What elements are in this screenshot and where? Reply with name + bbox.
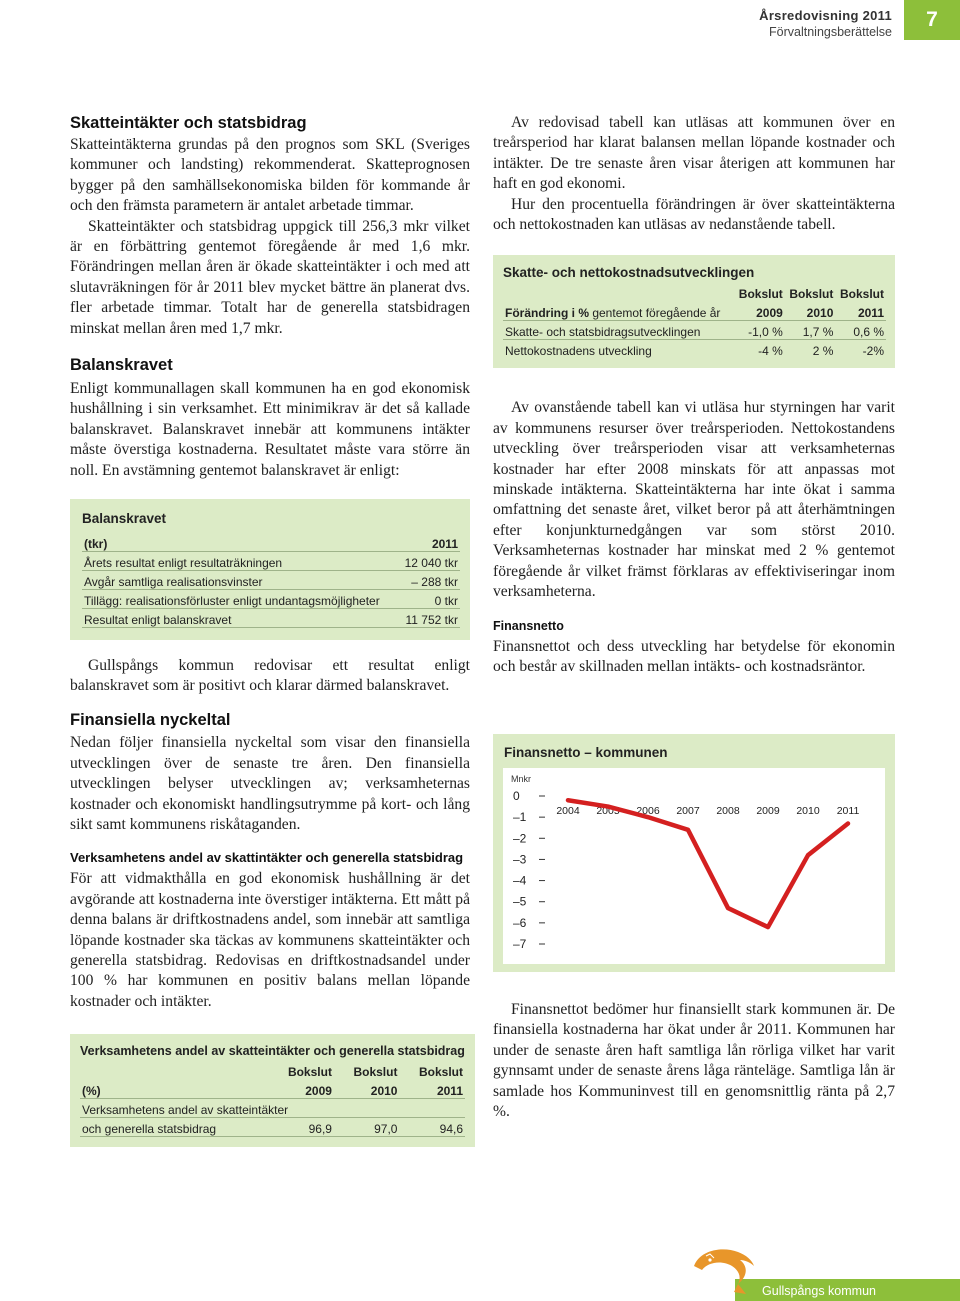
col-label: Bokslut	[789, 287, 834, 302]
col-year: 2010	[785, 301, 836, 320]
x-tick-label: 2008	[716, 805, 740, 817]
row-value: -2%	[862, 344, 884, 359]
row-value: 96,9	[268, 1117, 334, 1136]
skatte-nettokostnad-table	[493, 255, 895, 368]
paragraph: Finansnettot bedömer hur finansiellt stark kommunen är. De finansiella kostnaderna har ökat under år 2011. Kommunen har under de senaste åren haft samtliga lån rörliga vilket har varit gynnsamt under de senaste årens låga ränteläge. Samtliga lån är samlade hos Kommuninvest till en genomsnittlig ränta på 2,7 %.	[493, 1001, 895, 1121]
heading-balanskravet: Balanskravet	[70, 356, 173, 375]
verksamhetens-andel-table	[70, 1034, 475, 1147]
paragraph: Av redovisad tabell kan utläsas att kommunen över en treårsperiod har klarat balansen mellan löpande kostnader och intäkter. De tre senaste åren visar återigen att kommunen har haft en god ekonomi.	[493, 114, 895, 193]
paragraph: Hur den procentuella förändringen är över skatteintäkterna och nettokostnaden kan utläsas av nedanstående tabell.	[493, 195, 895, 234]
footer-brand: Gullspångs kommun	[762, 1284, 876, 1298]
salmon-logo-icon	[688, 1236, 768, 1296]
paragraph: Nedan följer finansiella nyckeltal som visar den finansiella utvecklingen över de senaste tre åren. Den finansiella utvecklingen belyser utvecklingen av; verksamheternas kostnader och ekonomiskt handlingsutrymme på kort- och lång sikt samt kommunens riskåtaganden.	[70, 734, 470, 834]
heading-finansiella-nyckeltal: Finansiella nyckeltal	[70, 711, 231, 730]
heading-finansnetto: Finansnetto	[493, 618, 564, 633]
col-year: 2010	[334, 1079, 400, 1098]
y-tick-label: –2	[513, 831, 527, 846]
x-tick-label: 2006	[636, 805, 660, 817]
chart-title: Finansnetto – kommunen	[504, 745, 668, 760]
paragraph: Skatteintäkter och statsbidrag uppgick till 256,3 mkr vilket är en förbättring gentemot föregående år med 1,6 mkr. Förändringen mellan åren är ökade skatteintäkter i och med att slutavräkningen för år 2011 blev mycket bättre än planerat dvs. fler arbetade timmar. Totalt har de generella statsbidragen minskat mellan åren med 1,7 mkr.	[70, 217, 470, 337]
row-value: 11 752 tkr	[399, 608, 460, 627]
paragraph: Enligt kommunallagen skall kommunen ha en god ekonomisk hushållning i sin verksamhet. Ett minimikrav är det så kallade balanskravet. Balanskravet innebär att kommunens intäkter måste överstiga kostnaderna. Resultatet måste vara större än noll. En avstämning gentemot balanskravet är enligt:	[70, 380, 470, 479]
row-label: Tillägg: realisationsförluster enligt undantagsmöjligheter	[82, 589, 399, 608]
y-tick-label: 0	[513, 789, 520, 803]
paragraph: Gullspångs kommun redovisar ett resultat enligt balanskravet som är positivt och klarar därmed balanskravet.	[70, 656, 470, 694]
row-value: 0,6 %	[835, 320, 886, 339]
row-label: Resultat enligt balanskravet	[82, 608, 399, 627]
table-row	[82, 589, 460, 608]
row-label: Årets resultat enligt resultaträkningen	[82, 551, 399, 570]
page-number: 7	[904, 0, 960, 40]
table-title: Skatte- och nettokostnadsutvecklingen	[503, 265, 755, 281]
page-header	[759, 8, 892, 39]
col-year: 2009	[734, 301, 785, 320]
x-tick-label: 2004	[556, 805, 580, 817]
row-value: -1,0 %	[734, 320, 785, 339]
right-column	[493, 113, 895, 677]
heading-skatteintakter: Skatteintäkter och statsbidrag	[70, 114, 307, 132]
table-title: Balanskravet	[82, 511, 167, 527]
col-label: Bokslut	[839, 287, 884, 302]
y-axis-label: Mnkr	[511, 774, 531, 784]
row-label: Skatte- och statsbidragsutvecklingen	[503, 320, 734, 339]
row-label: Nettokostnadens utveckling	[505, 344, 652, 359]
row-label: och generella statsbidrag	[80, 1117, 268, 1136]
x-tick-label: 2005	[596, 805, 620, 817]
paragraph: Av ovanstående tabell kan vi utläsa hur styrningen har varit av kommunens resurser över treårsperioden. Nettokostandens utveckling över treårsperioden visar att verksamheternas kostnader har efter 2008 minskats för att anpassas mot minskade intäkterna. Skatteintäkterna har inte ökat i samma omfattning det senaste året, vilket beror på att återhämtningen efter konjunkturnedgången var som störst 2010. Verksamheternas kostnader har minskat med 2 % gentemot föregående år vilket främst förklaras av effektiviseringar inom verksamheterna.	[493, 399, 895, 601]
paragraph: För att vidmakthålla en god ekonomisk hushållning är det avgörande att kostnaderna inte överstiger intäkterna. Ett mått på denna balans är driftkostnadens andel, som innebär att samtliga löpande kostnader ska täckas av kommunens skatteintäkter och generella statsbidrag. Redovisas en driftkostnadsandel under 100 % har kommunen en positiv balans mellan löpande kostnader och intäkter.	[70, 870, 470, 1010]
y-tick-label: –1	[513, 810, 527, 825]
left-column	[70, 113, 470, 1147]
paragraph: Skatteintäkterna grundas på den prognos som SKL (Sveriges kommuner och landsting) rekommenderat. Skatteprognosen bygger på den samhällsekonomiska bilden för kommande år och den främsta parametern är antalet arbetade timmar.	[70, 136, 470, 215]
table-row	[82, 551, 460, 570]
series-line-finansnetto	[568, 800, 848, 927]
col-year: 2011	[835, 301, 886, 320]
row-value: 2 %	[812, 344, 834, 359]
finansnetto-chart	[493, 734, 895, 972]
report-title: Årsredovisning 2011	[759, 8, 892, 23]
row-label: Verksamhetens andel av skatteintäkter	[80, 1098, 465, 1117]
heading-verksamhetens-andel: Verksamhetens andel av skattintäkter och generella statsbidrag	[70, 850, 464, 866]
row-value: 97,0	[334, 1117, 400, 1136]
x-tick-label: 2011	[836, 805, 860, 817]
paragraph: Finansnettot och dess utveckling har betydelse för ekonomin och består av skillnaden mellan intäkts- och kostnadsräntor.	[493, 637, 895, 675]
head-label-rest: gentemot föregående år	[589, 305, 721, 320]
table-row	[80, 1117, 465, 1136]
y-tick-label: –4	[513, 873, 527, 888]
col-label: Bokslut	[287, 1065, 332, 1080]
y-tick-label: –3	[513, 852, 527, 867]
row-label: Avgår samtliga realisationsvinster	[82, 570, 399, 589]
table-year: 2011	[399, 532, 460, 551]
row-value: 12 040 tkr	[399, 551, 460, 570]
chart-plot-area	[503, 768, 885, 964]
table-row	[503, 320, 886, 339]
row-value: 94,6	[399, 1117, 465, 1136]
col-year: 2009	[268, 1079, 334, 1098]
row-value: -4 %	[758, 344, 783, 359]
section-subtitle: Förvaltningsberättelse	[769, 25, 892, 39]
col-label: Bokslut	[418, 1065, 463, 1080]
head-label: Förändring i %	[505, 305, 589, 320]
x-tick-label: 2009	[756, 805, 780, 817]
table-unit: (%)	[80, 1079, 268, 1098]
row-value: 0 tkr	[399, 589, 460, 608]
x-tick-label: 2007	[676, 805, 700, 817]
chart-svg	[503, 768, 885, 964]
y-tick-label: –6	[513, 915, 527, 930]
row-value: 1,7 %	[785, 320, 836, 339]
col-label: Bokslut	[738, 287, 783, 302]
table-row	[503, 339, 886, 358]
col-label: Bokslut	[353, 1065, 398, 1080]
table-unit: (tkr)	[82, 532, 399, 551]
right-column-lower	[493, 1000, 895, 1122]
table-title: Verksamhetens andel av skatteintäkter och generella statsbidrag	[80, 1044, 465, 1059]
row-value: – 288 tkr	[399, 570, 460, 589]
y-tick-label: –5	[513, 894, 527, 909]
table-row	[82, 570, 460, 589]
balanskravet-table	[70, 499, 470, 640]
table-row	[82, 608, 460, 627]
y-tick-label: –7	[513, 937, 527, 951]
col-year: 2011	[399, 1079, 465, 1098]
x-tick-label: 2010	[796, 805, 820, 817]
